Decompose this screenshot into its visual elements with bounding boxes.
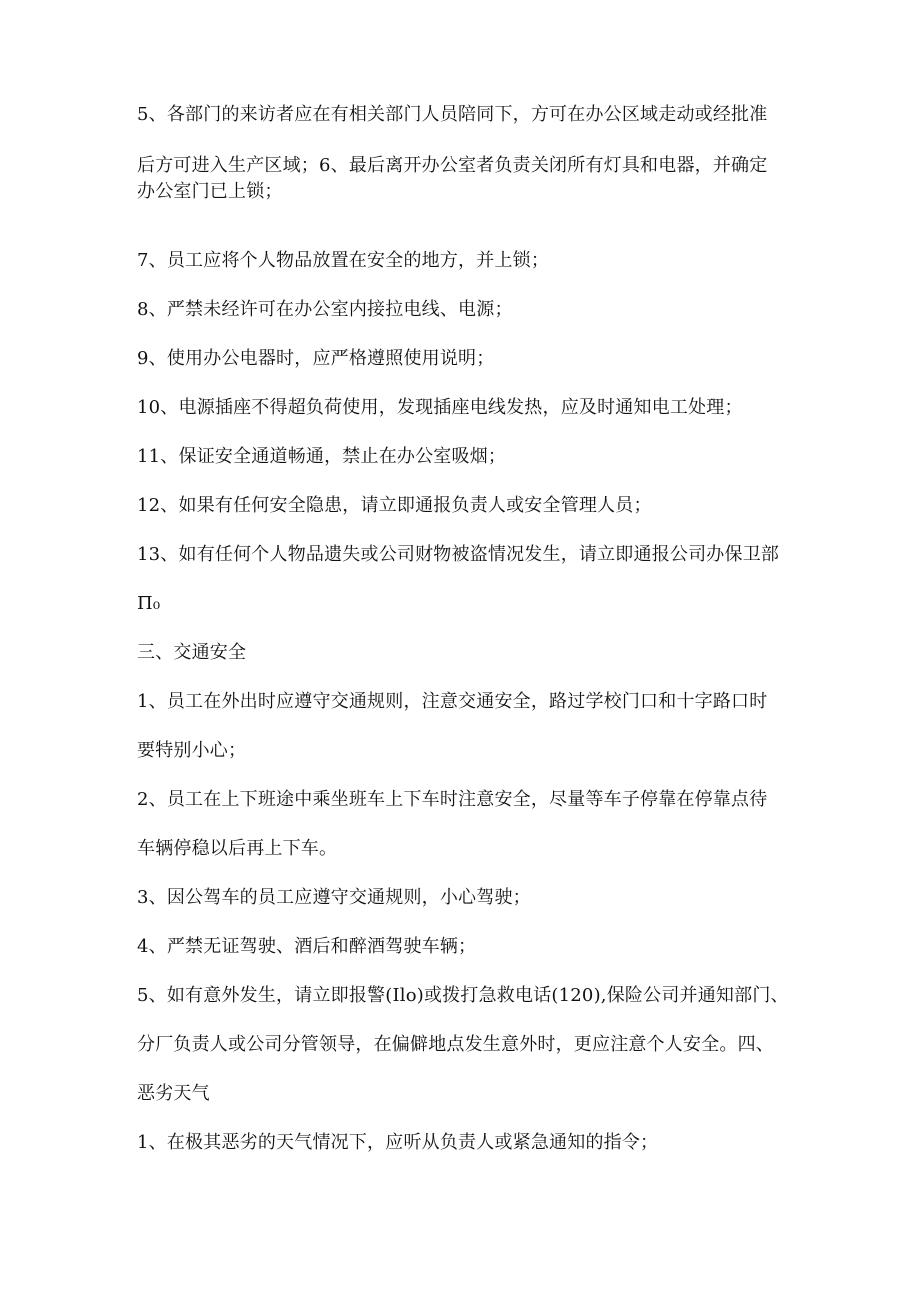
paragraph-line: 后方可进入生产区域；6、最后离开办公室者负责关闭所有灯具和电器，并确定	[137, 155, 768, 176]
paragraph-line: 7、员工应将个人物品放置在安全的地方，并上锁；	[137, 250, 550, 271]
paragraph-line: 办公室门已上锁；	[137, 181, 283, 202]
paragraph-line: 8、严禁未经许可在办公室内接拉电线、电源；	[137, 299, 513, 320]
paragraph-line: 12、如果有任何安全隐患，请立即通报负责人或安全管理人员；	[137, 495, 652, 516]
paragraph-line: 13、如有任何个人物品遗失或公司财物被盗情况发生，请立即通报公司办保卫部	[137, 544, 780, 565]
paragraph-line: 要特别小心；	[137, 740, 247, 761]
paragraph-line: 5、如有意外发生，请立即报警(Ilo)或拨打急救电话(120),保险公司并通知部门、	[137, 985, 789, 1006]
paragraph-line: 2、员工在上下班途中乘坐班车上下车时注意安全，尽量等车子停靠在停靠点待	[137, 789, 768, 810]
paragraph-line: Π₀	[137, 593, 161, 614]
paragraph-line: 10、电源插座不得超负荷使用，发现插座电线发热，应及时通知电工处理；	[137, 397, 743, 418]
paragraph-line: 11、保证安全通道畅通，禁止在办公室吸烟；	[137, 446, 507, 467]
paragraph-line: 9、使用办公电器时，应严格遵照使用说明；	[137, 348, 495, 369]
paragraph-line: 4、严禁无证驾驶、酒后和醉酒驾驶车辆；	[137, 936, 477, 957]
paragraph-line: 车辆停稳以后再上下车。	[137, 838, 338, 859]
paragraph-line: 分厂负责人或公司分管领导，在偏僻地点发生意外时，更应注意个人安全。四、	[137, 1034, 774, 1055]
paragraph-line: 3、因公驾车的员工应遵守交通规则，小心驾驶；	[137, 887, 531, 908]
paragraph-line: 1、员工在外出时应遵守交通规则，注意交通安全，路过学校门口和十字路口时	[137, 691, 768, 712]
paragraph-line: 1、在极其恶劣的天气情况下，应听从负责人或紧急通知的指令；	[137, 1132, 659, 1153]
section-heading: 三、交通安全	[137, 642, 247, 663]
paragraph-line: 恶劣天气	[137, 1083, 210, 1104]
paragraph-line: 5、各部门的来访者应在有相关部门人员陪同下，方可在办公区域走动或经批准	[137, 104, 768, 125]
